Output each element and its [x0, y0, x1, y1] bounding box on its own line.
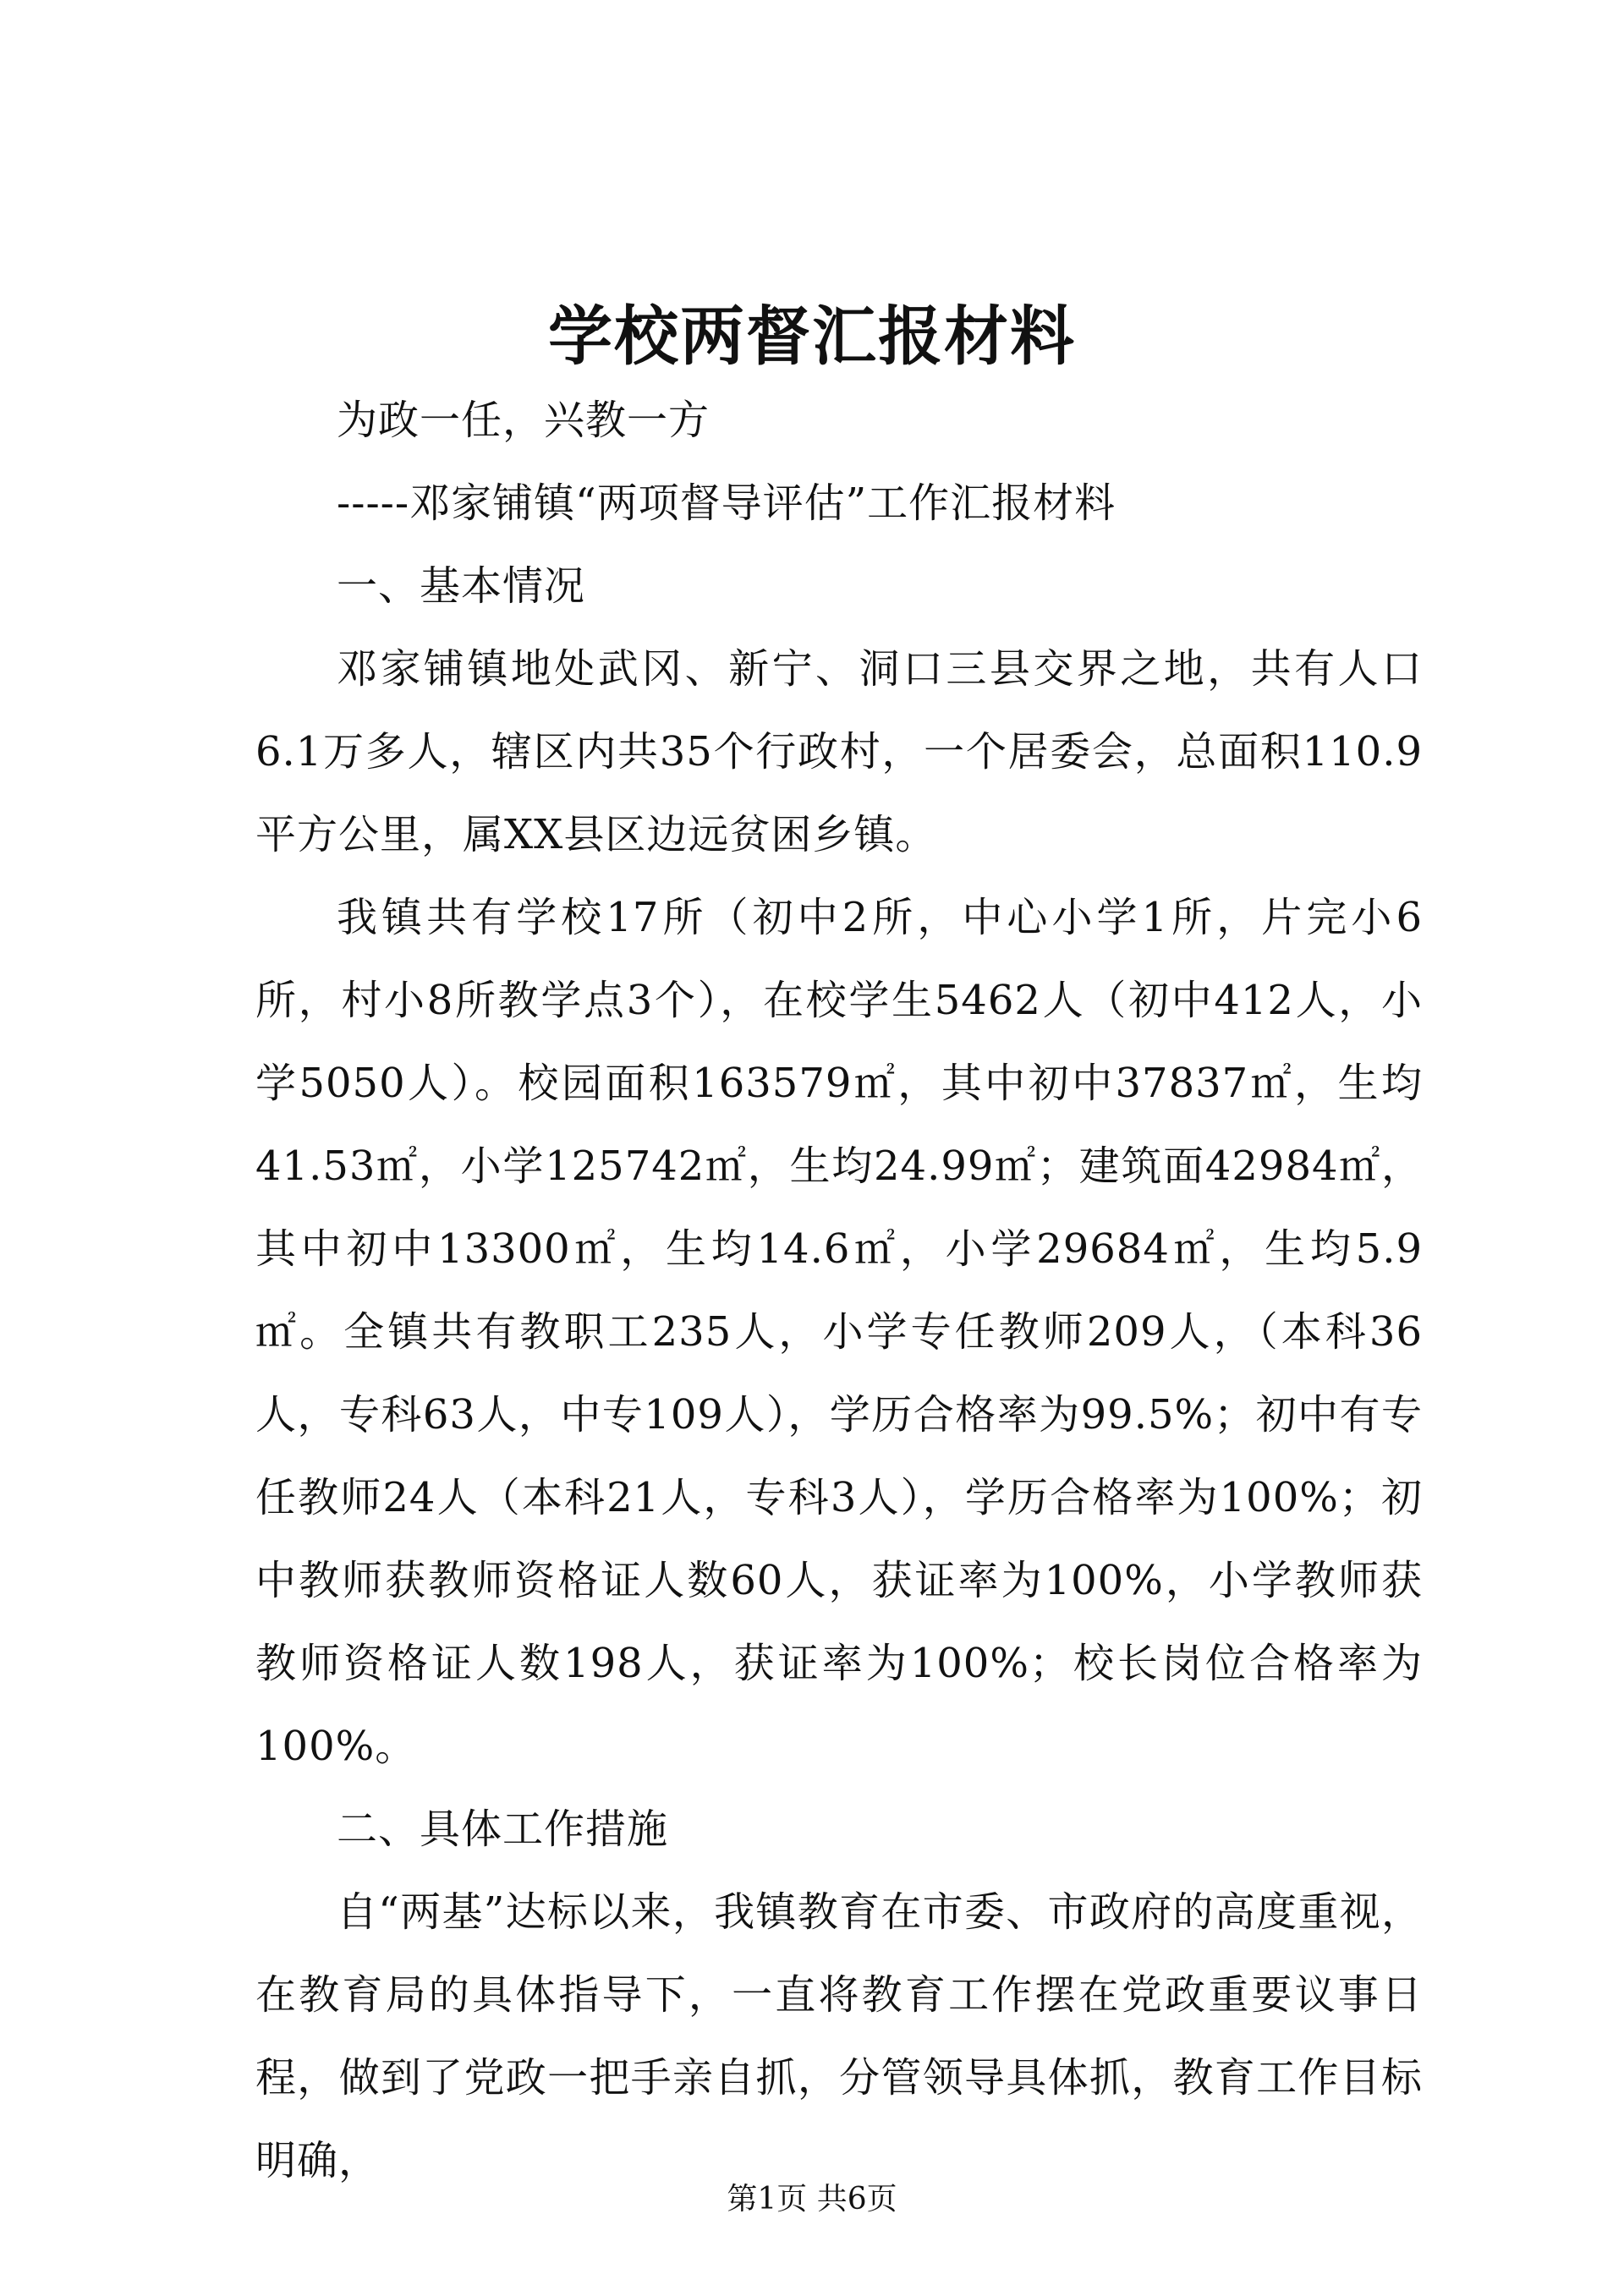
subtitle-subheading: -----邓家铺镇“两项督导评估”工作汇报材料	[337, 479, 1116, 527]
paragraph-town-overview: 邓家铺镇地处武冈、新宁、洞口三县交界之地，共有人口6.1万多人，辖区内共35个行政村，一个居委会，总面积110.9平方公里，属XX县区边远贫困乡镇。	[255, 645, 1423, 858]
page-footer: 第1页 共6页	[727, 2182, 897, 2217]
document-body	[255, 379, 1423, 2202]
document-title: 学校两督汇报材料	[548, 299, 1076, 374]
paragraph-school-statistics: 我镇共有学校17所（初中2所，中心小学1所，片完小6所，村小8所教学点3个），在校学生5462人（初中412人，小学5050人）。校园面积163579㎡，其中初中37837㎡，生均41.53㎡，小学125742㎡，生均24.99㎡；建筑面42984㎡，其中初中13300㎡，生均14.6㎡，小学29684㎡，生均5.9㎡。全镇共有教职工235人，小学专任教师209人，（本科36人，专科63人，中专109人），学历合格率为99.5%；初中有专任教师24人（本科21人，专科3人），学历合格率为100%；初中教师获教师资格证人数60人，获证率为100%，小学教师获教师资格证人数198人，获证率为100%；校长岗位合格率为100%。	[255, 894, 1423, 1770]
subtitle-line: 为政一任，兴教一方	[337, 397, 710, 444]
paragraph-work-measures: 自“两基”达标以来，我镇教育在市委、市政府的高度重视，在教育局的具体指导下，一直将教育工作摆在党政重要议事日程，做到了党政一把手亲自抓，分管领导具体抓，教育工作目标明确，	[255, 1888, 1423, 2184]
section-heading-work-measures: 二、具体工作措施	[337, 1806, 669, 1853]
section-heading-basic-situation: 一、基本情况	[337, 562, 586, 610]
